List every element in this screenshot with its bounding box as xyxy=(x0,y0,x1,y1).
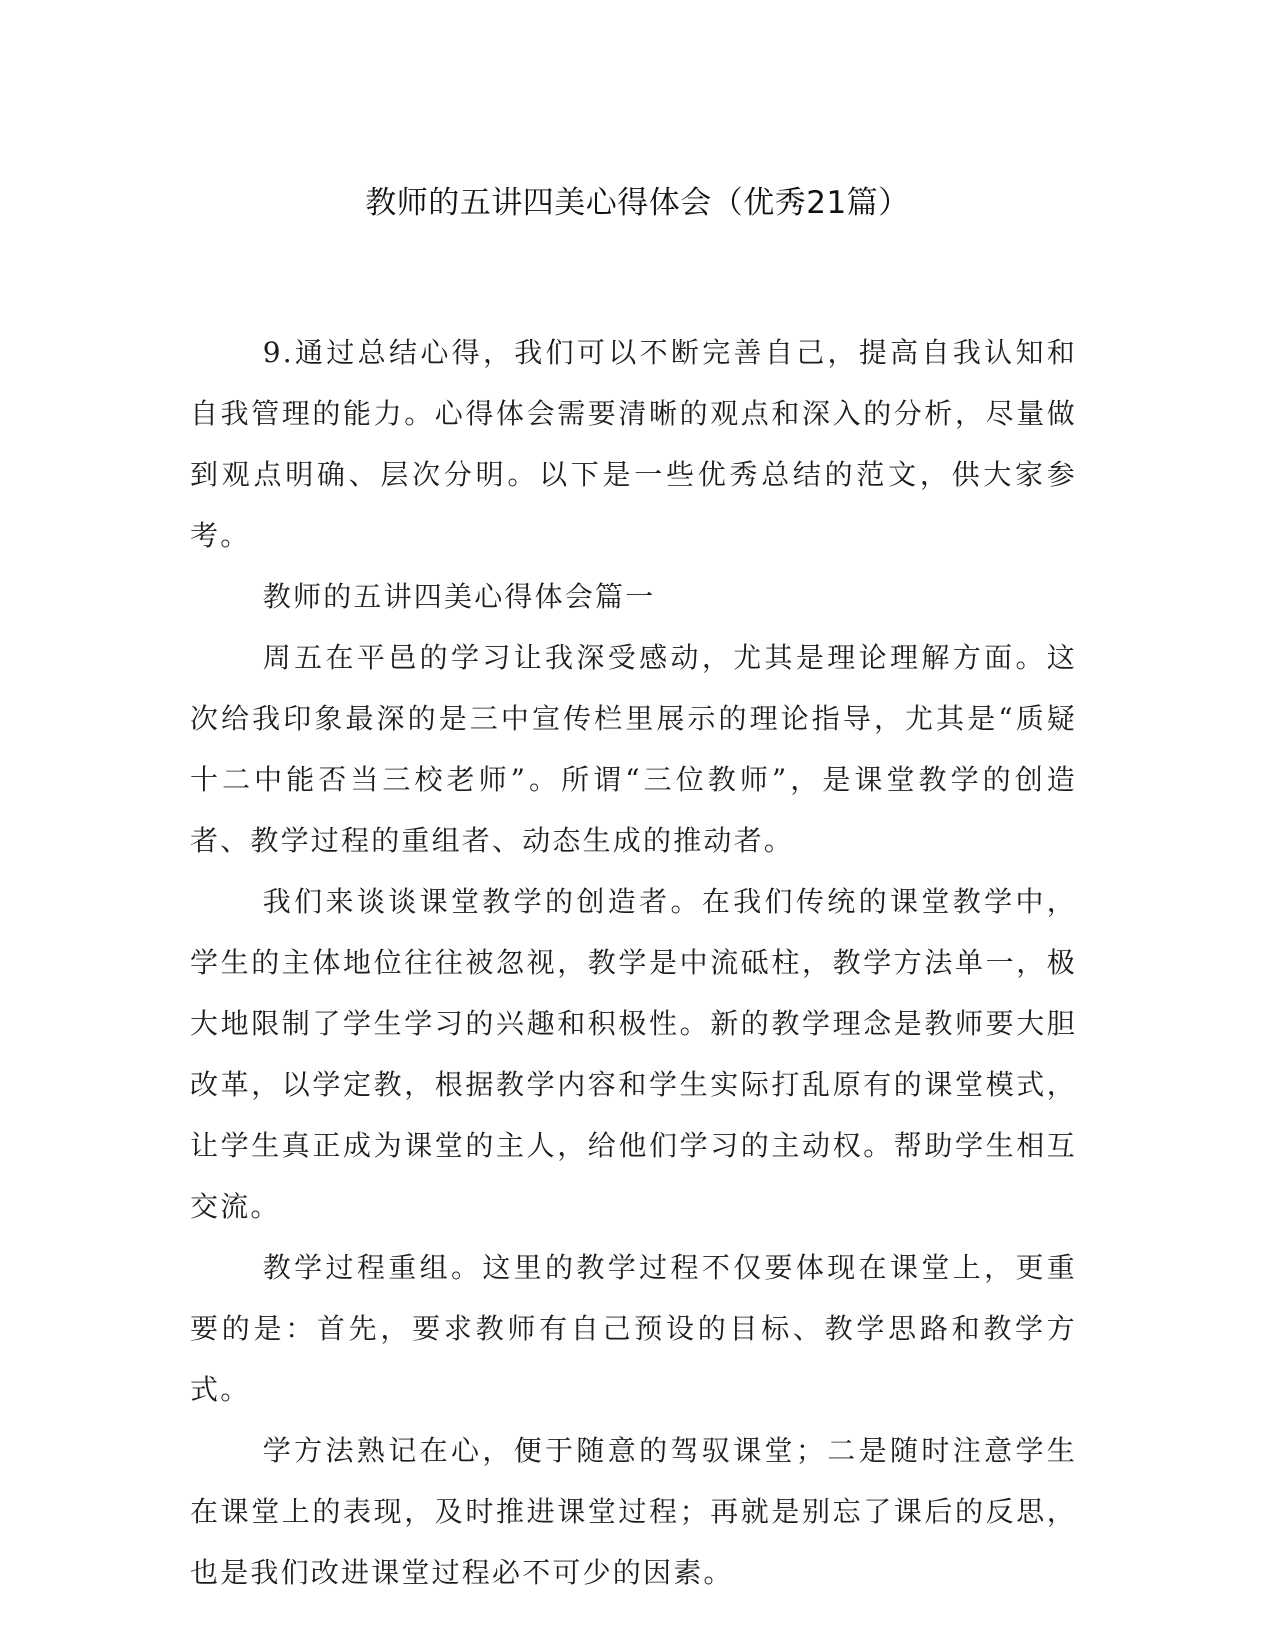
paragraph: 我们来谈谈课堂教学的创造者。在我们传统的课堂教学中，学生的主体地位往往被忽视，教学是中流砥柱，教学方法单一，极大地限制了学生学习的兴趣和积极性。新的教学理念是教师要大胆改革，以学定教，根据教学内容和学生实际打乱原有的课堂模式，让学生真正成为课堂的主人，给他们学习的主动权。帮助学生相互交流。 xyxy=(190,885,1077,1223)
paragraph: 教学过程重组。这里的教学过程不仅要体现在课堂上，更重要的是：首先，要求教师有自己预设的目标、教学思路和教学方式。 xyxy=(190,1251,1077,1406)
paragraph-intro: 9.通过总结心得，我们可以不断完善自己，提高自我认知和自我管理的能力。心得体会需要清晰的观点和深入的分析，尽量做到观点明确、层次分明。以下是一些优秀总结的范文，供大家参考。 xyxy=(190,336,1077,552)
section-heading: 教师的五讲四美心得体会篇一 xyxy=(262,580,656,613)
paragraph: 周五在平邑的学习让我深受感动，尤其是理论理解方面。这次给我印象最深的是三中宣传栏里展示的理论指导，尤其是“质疑十二中能否当三校老师”。所谓“三位教师”，是课堂教学的创造者、教学过程的重组者、动态生成的推动者。 xyxy=(190,641,1077,857)
document-title: 教师的五讲四美心得体会（优秀21篇） xyxy=(365,185,910,221)
paragraph: 学方法熟记在心，便于随意的驾驭课堂；二是随时注意学生在课堂上的表现，及时推进课堂过程；再就是别忘了课后的反思，也是我们改进课堂过程必不可少的因素。 xyxy=(190,1434,1077,1589)
document-body xyxy=(190,322,1077,1603)
